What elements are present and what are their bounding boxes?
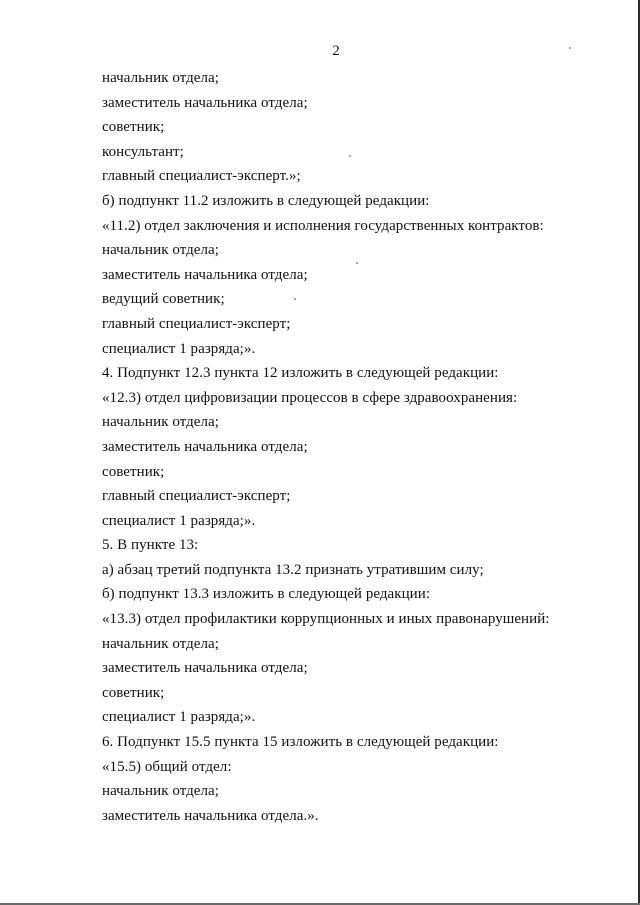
text-line: заместитель начальника отдела;: [102, 266, 308, 283]
text-line: консультант;: [102, 143, 184, 160]
scan-speck: [294, 298, 296, 300]
text-line: главный специалист-эксперт.»;: [102, 168, 301, 185]
text-line: начальник отдела;: [102, 414, 219, 431]
text-line: специалист 1 разряда;».: [102, 512, 256, 529]
text-line: б) подпункт 13.3 изложить в следующей редакции:: [102, 586, 431, 603]
text-line: начальник отдела;: [102, 70, 219, 86]
text-line: «15.5) общий отдел:: [102, 758, 232, 775]
text-line: специалист 1 разряда;».: [102, 709, 256, 726]
document-text: [102, 66, 550, 828]
text-line: 6. Подпункт 15.5 пункта 15 изложить в следующей редакции:: [102, 734, 499, 751]
text-line: заместитель начальника отдела;: [102, 438, 308, 455]
page-number: 2: [332, 43, 340, 59]
text-line: «13.3) отдел профилактики коррупционных и иных правонарушений:: [102, 611, 550, 628]
text-line: заместитель начальника отдела;: [102, 94, 308, 111]
text-line: специалист 1 разряда;».: [102, 340, 256, 357]
text-line: советник;: [102, 119, 165, 136]
text-line: советник;: [102, 463, 165, 480]
text-line: ведущий советник;: [102, 291, 225, 308]
text-line: главный специалист-эксперт;: [102, 315, 291, 332]
scan-speck: [349, 155, 351, 157]
scan-speck: [356, 262, 358, 264]
text-line: б) подпункт 11.2 изложить в следующей редакции:: [102, 192, 430, 209]
scan-speck: [569, 47, 571, 49]
text-line: советник;: [102, 684, 165, 701]
text-line: 5. В пункте 13:: [102, 537, 199, 554]
text-line: «11.2) отдел заключения и исполнения государственных контрактов:: [102, 217, 544, 234]
text-line: заместитель начальника отдела.».: [102, 807, 319, 824]
text-line: начальник отдела;: [102, 242, 219, 259]
text-line: начальник отдела;: [102, 635, 219, 652]
text-line: а) абзац третий подпункта 13.2 признать утратившим силу;: [102, 561, 484, 578]
text-line: 4. Подпункт 12.3 пункта 12 изложить в следующей редакции:: [102, 365, 499, 382]
text-line: заместитель начальника отдела;: [102, 660, 308, 677]
text-line: главный специалист-эксперт;: [102, 488, 291, 505]
text-line: «12.3) отдел цифровизации процессов в сфере здравоохранения:: [102, 389, 518, 406]
text-line: начальник отдела;: [102, 783, 219, 800]
